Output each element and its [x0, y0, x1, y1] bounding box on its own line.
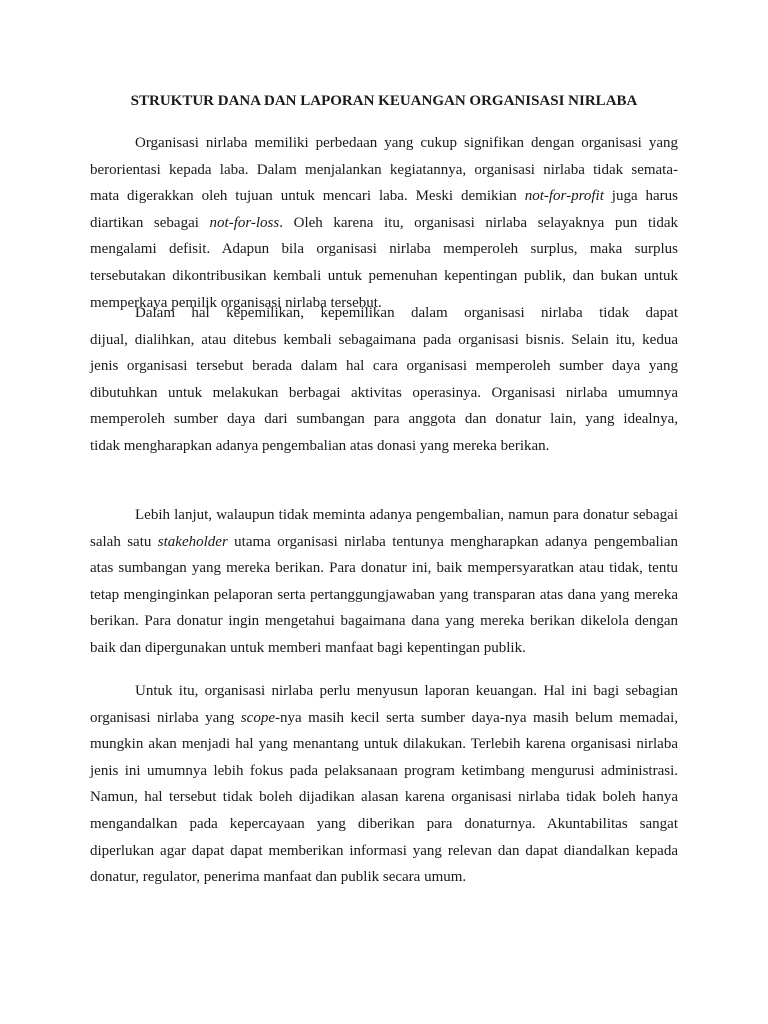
text-line: salah satu stakeholder utama organisasi nirlaba tentunya mengharapkan adanya pengembalian: [90, 533, 678, 550]
text-line: jenis ini umumnya lebih fokus pada pelaksanaan program ketimbang mengurusi administrasi.: [90, 762, 678, 779]
text-line: Dalam hal kepemilikan, kepemilikan dalam organisasi nirlaba tidak dapat: [135, 305, 678, 321]
italic-term: not-for-profit: [524, 188, 604, 205]
italic-term: scope: [240, 709, 275, 726]
text-line: tidak mengharapkan adanya pengembalian atas donasi yang mereka berikan.: [90, 437, 550, 454]
document-title: STRUKTUR DANA DAN LAPORAN KEUANGAN ORGANISASI NIRLABA: [130, 93, 638, 109]
paragraph-ownership: [90, 300, 678, 460]
italic-term: not-for-loss: [209, 214, 280, 231]
text-line: memperkaya pemilik organisasi nirlaba tersebut.: [90, 294, 382, 311]
paragraph-ownership-differences: [90, 130, 678, 316]
text-line: Organisasi nirlaba memiliki perbedaan yang cukup signifikan dengan organisasi yang: [135, 135, 678, 151]
text-line: memperoleh sumber daya dari sumbangan para anggota dan donatur lain, yang idealnya,: [90, 411, 678, 428]
text-line: jenis organisasi tersebut berada dalam hal cara organisasi memperoleh sumber daya yang: [90, 358, 678, 375]
italic-term: stakeholder: [157, 533, 228, 550]
text-line: Namun, hal tersebut tidak boleh dijadikan alasan karena organisasi nirlaba tidak boleh hanya: [90, 789, 678, 806]
text-line: dibutuhkan untuk melakukan berbagai aktivitas operasinya. Organisasi nirlaba umumnya: [90, 384, 678, 401]
text-line: berikan. Para donatur ingin mengetahui bagaimana dana yang mereka berikan dikelola dengan: [90, 613, 678, 630]
text-line: donatur, regulator, penerima manfaat dan publik secara umum.: [90, 869, 467, 886]
text-line: organisasi nirlaba yang scope-nya masih kecil serta sumber daya-nya masih belum memadai,: [90, 709, 679, 726]
text-line: tersebutakan dikontribusikan kembali untuk pemenuhan kepentingan publik, dan bukan untuk: [90, 267, 678, 284]
text-line: diperlukan agar dapat dapat memberikan informasi yang relevan dan dapat diandalkan kepada: [90, 842, 678, 859]
text-line: atas sumbangan yang mereka berikan. Para donatur ini, baik mempersyaratkan atau tidak, tentu: [90, 560, 678, 577]
text-line: dijual, dialihkan, atau ditebus kembali sebagaimana pada organisasi bisnis. Selain itu, kedua: [90, 331, 678, 348]
text-line: mungkin akan menjadi hal yang menantang untuk dilakukan. Terlebih karena organisasi nirlaba: [90, 736, 678, 753]
paragraph-financial-reports: [90, 678, 678, 891]
text-line: tetap menginginkan pelaporan serta pertanggungjawaban yang transparan atas dana yang mereka: [90, 586, 678, 603]
text-line: diartikan sebagai not-for-loss. Oleh karena itu, organisasi nirlaba selayaknya pun tidak: [90, 214, 678, 231]
text-line: mengandalkan pada kepercayaan yang diberikan para donaturnya. Akuntabilitas sangat: [90, 815, 678, 832]
text-line: mata digerakkan oleh tujuan untuk mencari laba. Meski demikian not-for-profit juga harus: [90, 188, 678, 205]
text-line: baik dan dipergunakan untuk memberi manfaat bagi kepentingan publik.: [90, 639, 526, 656]
text-line: Lebih lanjut, walaupun tidak meminta adanya pengembalian, namun para donatur sebagai: [135, 507, 678, 523]
text-line: Untuk itu, organisasi nirlaba perlu menyusun laporan keuangan. Hal ini bagi sebagian: [135, 683, 678, 699]
text-line: mengalami defisit. Adapun bila organisasi nirlaba memperoleh surplus, maka surplus: [90, 241, 678, 258]
paragraph-donors: [90, 502, 678, 662]
text-line: berorientasi kepada laba. Dalam menjalankan kegiatannya, organisasi nirlaba tidak semata-: [90, 161, 678, 178]
